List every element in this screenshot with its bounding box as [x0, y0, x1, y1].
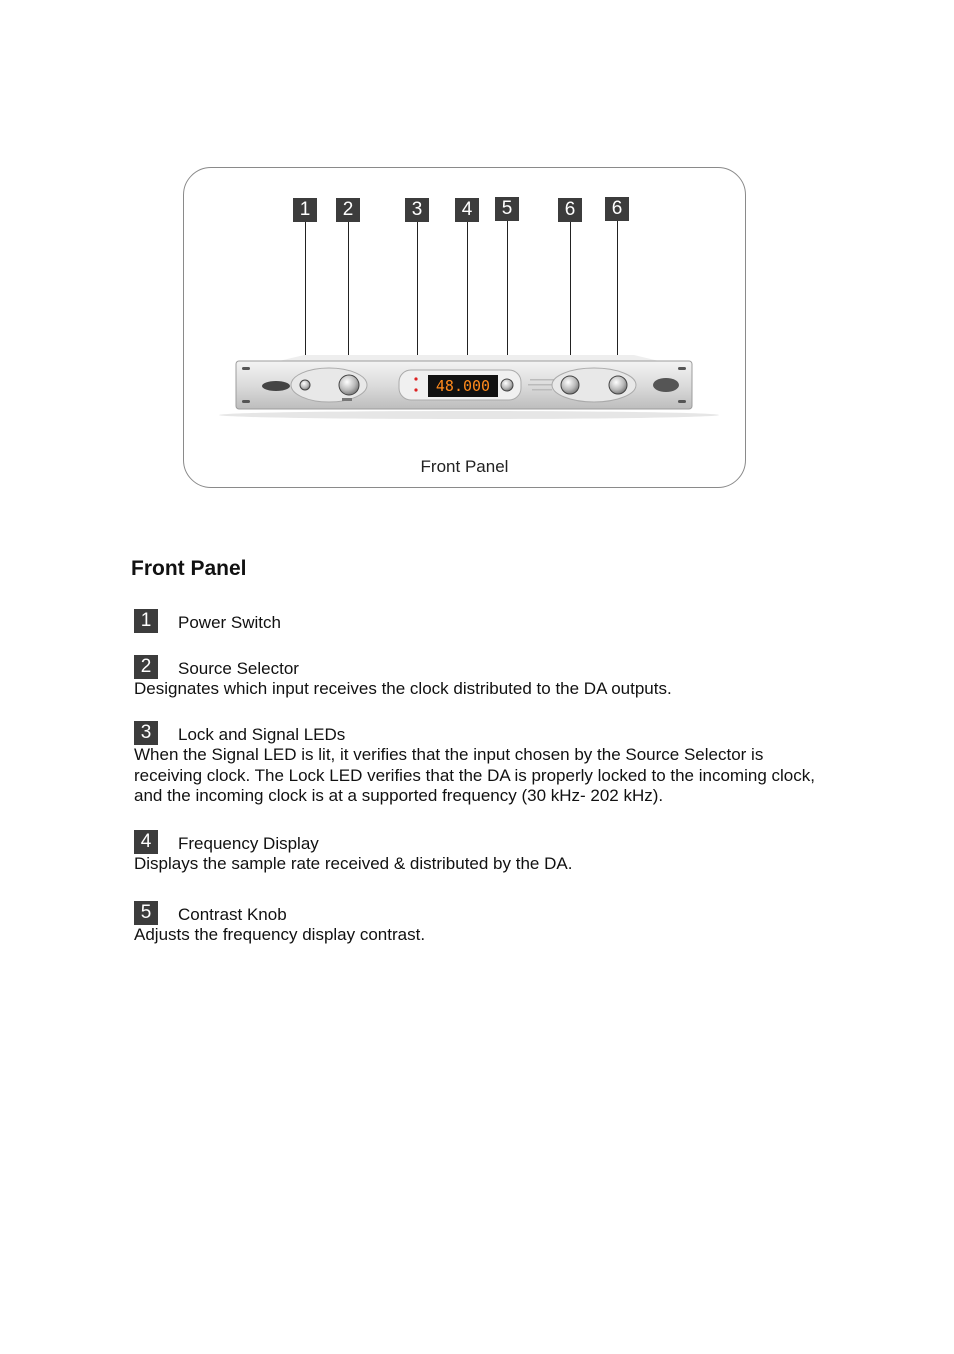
item-number-3: 3: [134, 721, 158, 745]
item-lock-signal-leds: [134, 721, 834, 807]
callout-6a: 6: [558, 198, 582, 222]
front-panel-figure: [183, 167, 746, 488]
item-number-2: 2: [134, 655, 158, 679]
item-contrast-knob: [134, 901, 834, 946]
item-description: Displays the sample rate received & distributed by the DA.: [134, 854, 573, 873]
callout-6b: 6: [605, 197, 629, 221]
item-label: Contrast Knob: [178, 905, 287, 924]
callout-1: 1: [293, 198, 317, 222]
frequency-readout: 48.000: [435, 377, 491, 395]
item-number-1: 1: [134, 609, 158, 633]
item-source-selector: [134, 655, 834, 700]
figure-caption: Front Panel: [420, 457, 509, 476]
item-label: Frequency Display: [178, 834, 319, 853]
item-description: When the Signal LED is lit, it verifies that the input chosen by the Source Selector is receiving clock. The Lock LED verifies that the DA is properly locked to the incoming clock, and the incoming clock is at a supported frequency (30 kHz- 202 kHz).: [134, 745, 815, 805]
callout-2: 2: [336, 198, 360, 222]
callout-4: 4: [455, 198, 479, 222]
item-number-4: 4: [134, 830, 158, 854]
callout-3: 3: [405, 198, 429, 222]
callout-5: 5: [495, 197, 519, 221]
rack-unit-illustration: [204, 343, 724, 423]
item-description: Adjusts the frequency display contrast.: [134, 925, 426, 944]
section-title: Front Panel: [131, 557, 247, 580]
item-number-5: 5: [134, 901, 158, 925]
item-label: Lock and Signal LEDs: [178, 725, 346, 744]
item-power-switch: [134, 609, 834, 633]
item-frequency-display: [134, 830, 834, 875]
item-label: Source Selector: [178, 659, 299, 678]
item-label: Power Switch: [178, 613, 281, 632]
item-description: Designates which input receives the clock distributed to the DA outputs.: [134, 679, 672, 698]
